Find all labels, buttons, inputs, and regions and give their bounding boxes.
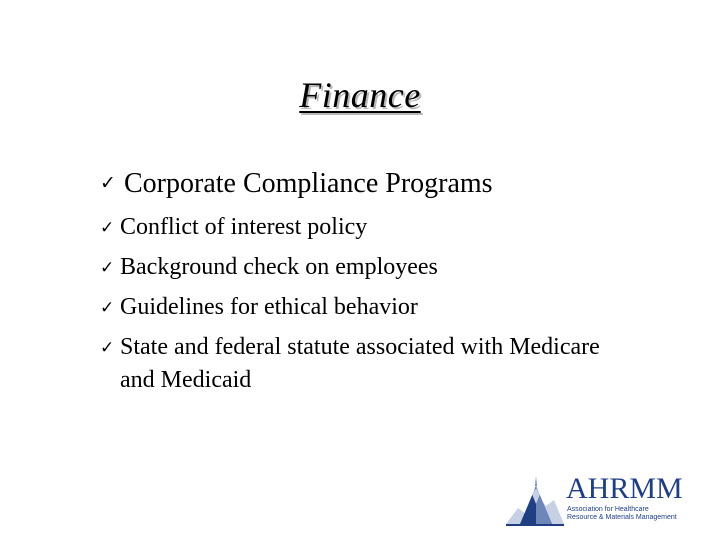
sub-bullet (100, 328, 640, 397)
checkmark-icon: ✓ (100, 218, 115, 238)
slide-title: Finance (299, 75, 421, 115)
sub-bullet (100, 208, 640, 248)
sub-bullet-text: Guidelines for ethical behavior (120, 294, 418, 320)
sub-bullet (100, 248, 640, 288)
sub-bullet-text: Conflict of interest policy (120, 214, 368, 240)
checkmark-icon: ✓ (100, 298, 115, 318)
logo-wordmark: AHRMM (566, 472, 683, 505)
logo-subtitle-line: Association for Healthcare (567, 506, 649, 513)
sub-bullet-text: State and federal statute associated with Medicare and Medicaid (120, 334, 600, 393)
mountain-logo-icon (506, 474, 564, 528)
checkmark-icon: ✓ (100, 338, 115, 358)
logo-subtitle-line: Resource & Materials Management (567, 514, 677, 521)
checkmark-icon: ✓ (100, 172, 116, 194)
main-bullet-text: Corporate Compliance Programs (124, 168, 493, 199)
sub-bullet-list (100, 208, 640, 397)
checkmark-icon: ✓ (100, 258, 115, 278)
sub-bullet-text: Background check on employees (120, 254, 438, 280)
sub-bullet (100, 288, 640, 328)
ahrmm-logo (506, 474, 692, 528)
logo-subtitle (567, 506, 677, 522)
main-bullet (100, 166, 493, 201)
